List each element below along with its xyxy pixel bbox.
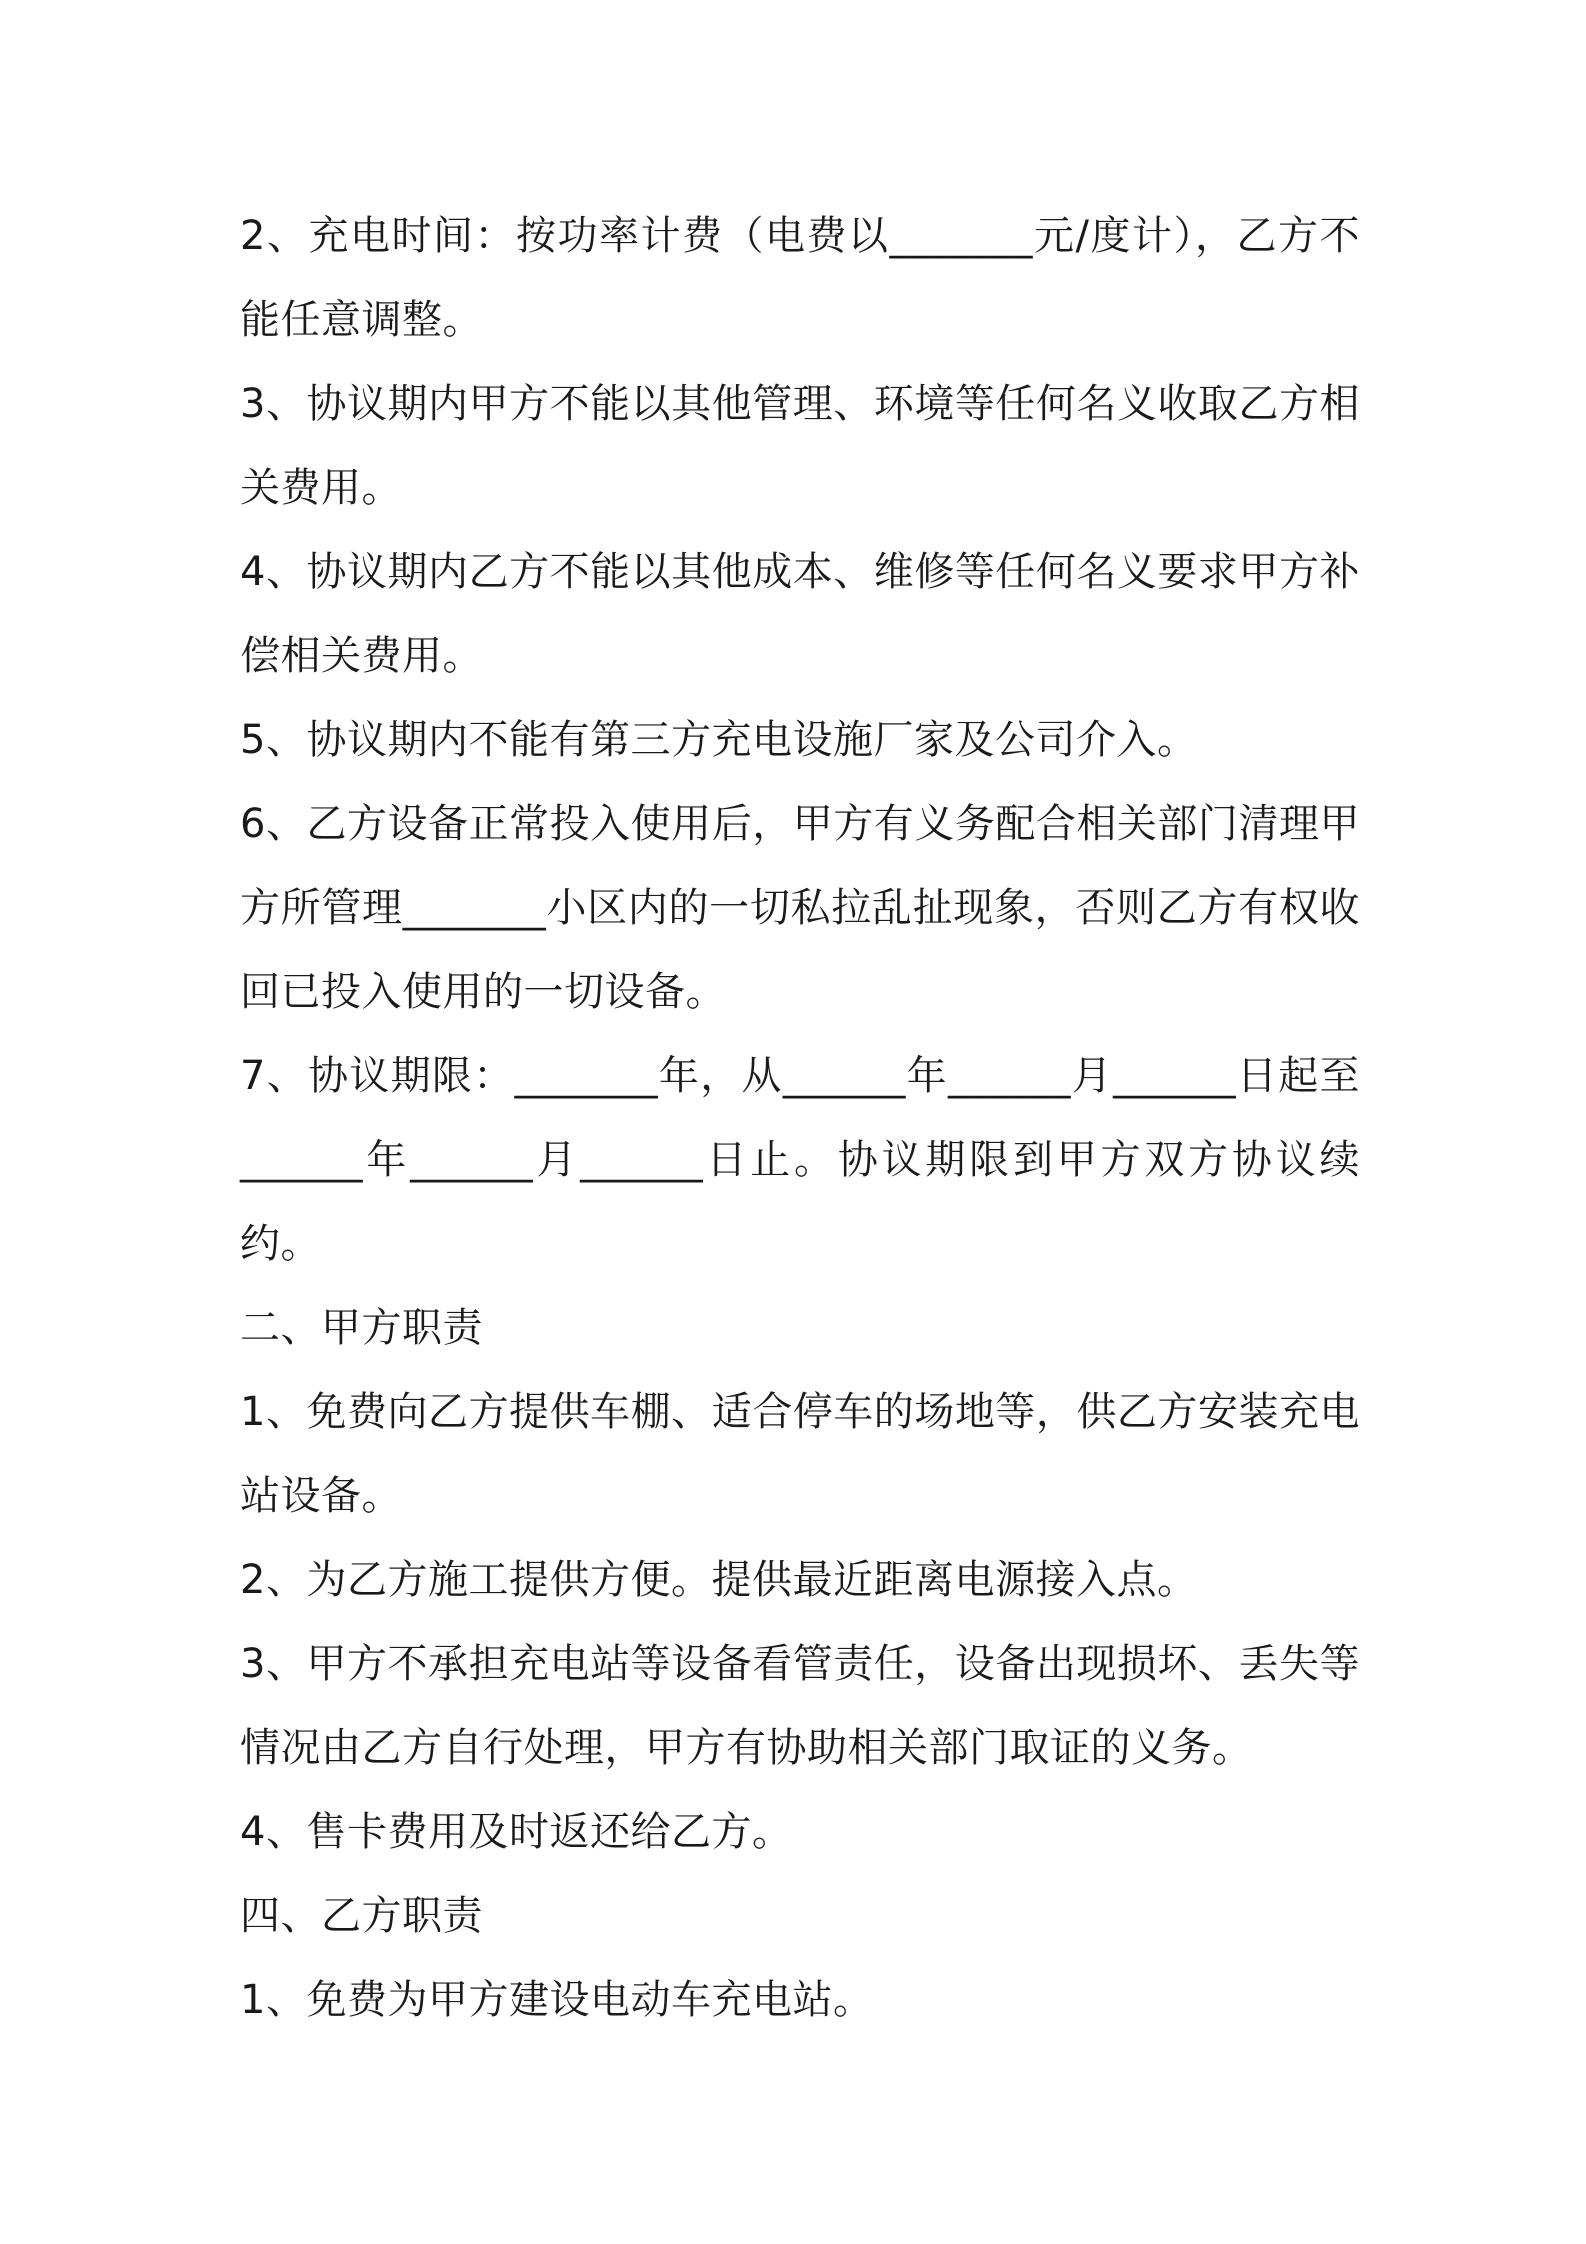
party-a-duty-4: 4、售卡费用及时返还给乙方。 (240, 1809, 793, 1855)
clause-agreement-term: 7、协议期限：_______年，从______年______月______日起至______年______月______日止。协议期限到甲方双方协议续约。 (240, 1053, 1360, 1267)
party-a-duty-3: 3、甲方不承担充电站等设备看管责任，设备出现损坏、丢失等情况由乙方自行处理，甲方有协助相关部门取证的义务。 (240, 1641, 1360, 1771)
clause-no-extra-fees: 3、协议期内甲方不能以其他管理、环境等任何名义收取乙方相关费用。 (240, 381, 1360, 511)
party-b-duty-1: 1、免费为甲方建设电动车充电站。 (240, 1977, 874, 2023)
clause-no-third-party: 5、协议期内不能有第三方充电设施厂家及公司介入。 (240, 717, 1198, 763)
clause-charging-time: 2、充电时间：按功率计费（电费以_______元/度计），乙方不能任意调整。 (240, 213, 1360, 343)
section-heading-party-b-duties: 四、乙方职责 (240, 1893, 483, 1939)
party-a-duty-2: 2、为乙方施工提供方便。提供最近距离电源接入点。 (240, 1557, 1198, 1603)
section-heading-party-a-duties: 二、甲方职责 (240, 1305, 483, 1351)
clause-no-compensation: 4、协议期内乙方不能以其他成本、维修等任何名义要求甲方补偿相关费用。 (240, 549, 1360, 679)
document-body (240, 194, 1360, 2042)
party-a-duty-1: 1、免费向乙方提供车棚、适合停车的场地等，供乙方安装充电站设备。 (240, 1389, 1360, 1519)
clause-cleanup-duty: 6、乙方设备正常投入使用后，甲方有义务配合相关部门清理甲方所管理_______小区内的一切私拉乱扯现象，否则乙方有权收回已投入使用的一切设备。 (240, 801, 1360, 1015)
